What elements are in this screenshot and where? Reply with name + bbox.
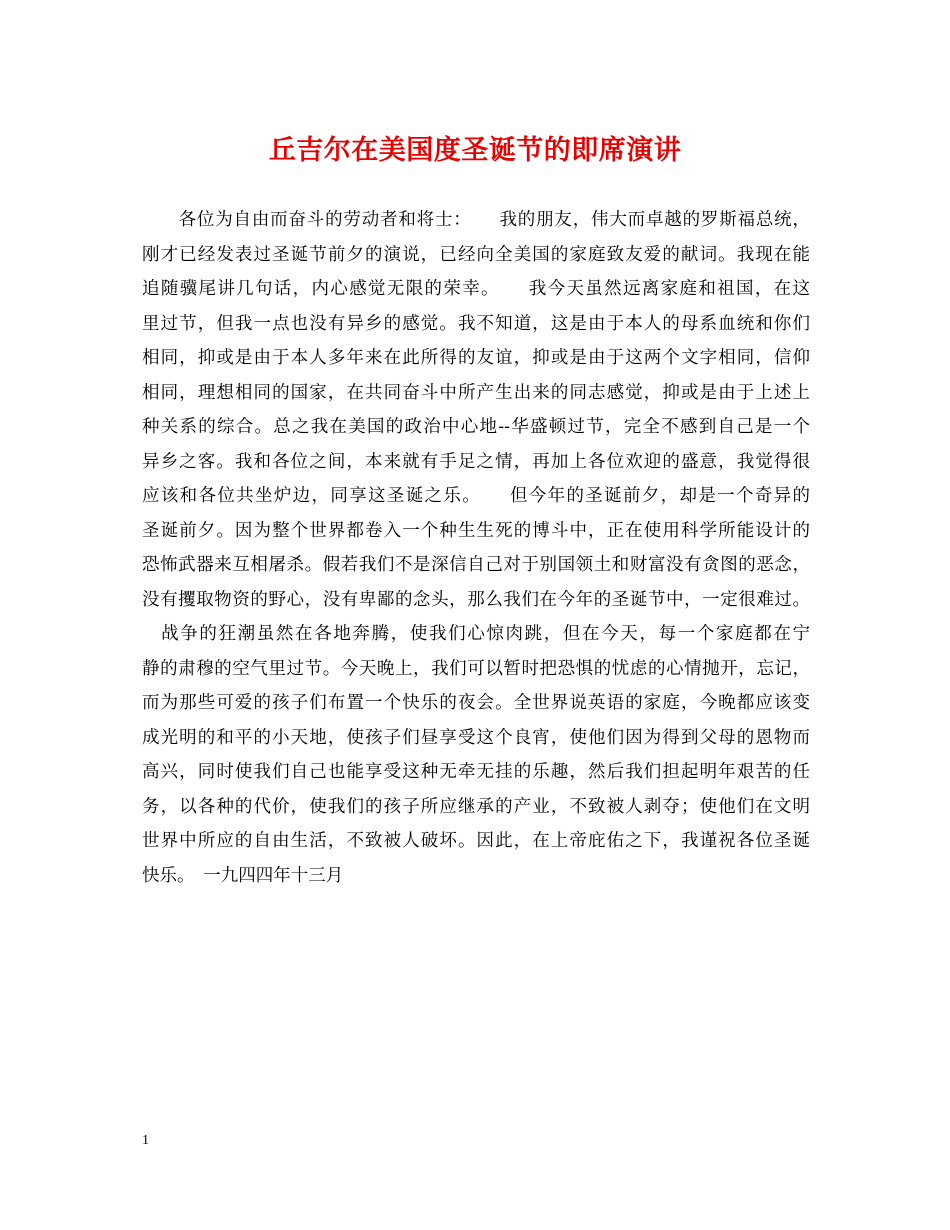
body-line: 快乐。 一九四四年十三月 — [142, 865, 344, 886]
document-title: 丘吉尔在美国度圣诞节的即席演讲 — [268, 135, 682, 166]
body-line: 恐怖武器来互相屠杀。假若我们不是深信自己对于别国领土和财富没有贪图的恶念， — [142, 555, 810, 575]
body-line: 务，以各种的代价，使我们的孩子所应继承的产业，不致被人剥夺；使他们在文明 — [142, 796, 810, 817]
body-line: 没有攫取物资的野心，没有卑鄙的念头，那么我们在今年的圣诞节中，一定很难过。 — [142, 589, 810, 610]
speech-body — [142, 203, 810, 893]
body-line: 各位为自由而奋斗的劳动者和将士： 我的朋友，伟大而卓越的罗斯福总统， — [142, 210, 810, 230]
body-line: 而为那些可爱的孩子们布置一个快乐的夜会。全世界说英语的家庭，今晚都应该变 — [142, 693, 810, 713]
body-line: 相同，理想相同的国家，在共同奋斗中所产生出来的同志感觉，抑或是由于上述上 — [142, 382, 810, 403]
page-number: 1 — [142, 1133, 149, 1148]
body-line: 里过节，但我一点也没有异乡的感觉。我不知道，这是由于本人的母系血统和你们 — [142, 313, 810, 334]
body-line: 成光明的和平的小天地，使孩子们昼享受这个良宵，使他们因为得到父母的恩物而 — [142, 727, 810, 748]
body-line: 圣诞前夕。因为整个世界都卷入一个种生生死的博斗中，正在使用科学所能设计的 — [142, 520, 810, 541]
body-line: 应该和各位共坐炉边，同享这圣诞之乐。 但今年的圣诞前夕，却是一个奇异的 — [142, 486, 810, 506]
body-line: 战争的狂潮虽然在各地奔腾，使我们心惊肉跳，但在今天，每一个家庭都在宁 — [142, 624, 810, 644]
body-line: 异乡之客。我和各位之间，本来就有手足之情，再加上各位欢迎的盛意，我觉得很 — [142, 451, 810, 472]
body-line: 种关系的综合。总之我在美国的政治中心地--华盛顿过节，完全不感到自己是一个 — [142, 417, 810, 437]
body-line: 世界中所应的自由生活，不致被人破坏。因此，在上帝庇佑之下，我谨祝各位圣诞 — [142, 831, 810, 851]
body-line: 刚才已经发表过圣诞节前夕的演说，已经向全美国的家庭致友爱的献词。我现在能 — [142, 244, 810, 265]
body-line: 高兴，同时使我们自己也能享受这种无牵无挂的乐趣，然后我们担起明年艰苦的任 — [142, 762, 810, 782]
body-line: 静的肃穆的空气里过节。今天晚上，我们可以暂时把恐惧的忧虑的心情抛开，忘记， — [142, 658, 810, 679]
body-line: 追随骥尾讲几句话，内心感觉无限的荣幸。 我今天虽然远离家庭和祖国，在这 — [142, 279, 810, 299]
body-line: 相同，抑或是由于本人多年来在此所得的友谊，抑或是由于这两个文字相同，信仰 — [142, 348, 810, 368]
